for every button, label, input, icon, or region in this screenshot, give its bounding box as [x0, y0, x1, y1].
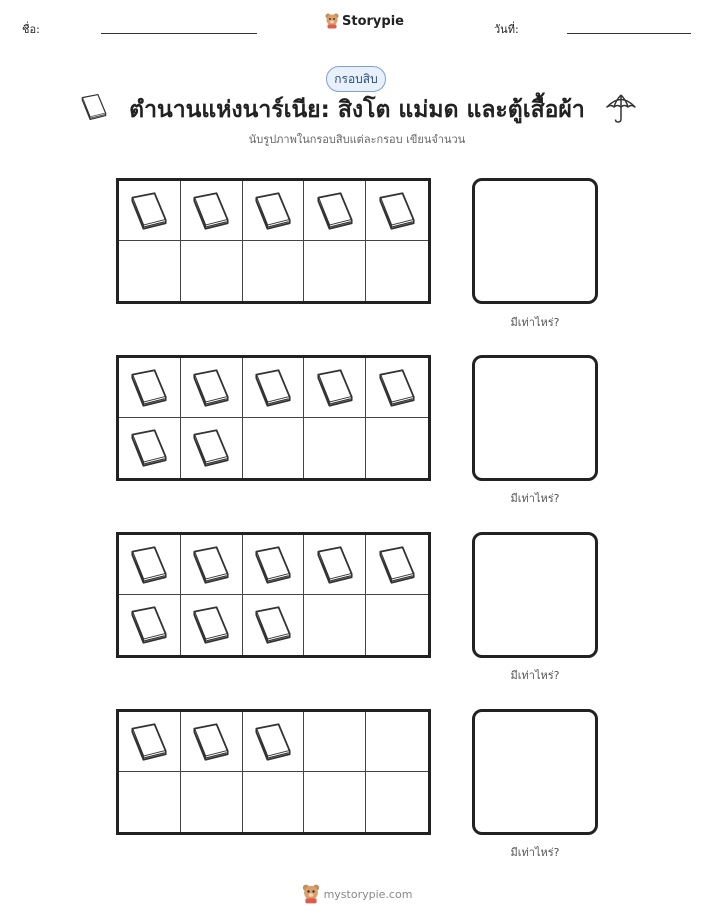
ten-frame-cell	[119, 181, 181, 241]
book-icon	[129, 722, 169, 762]
ten-frame	[116, 709, 431, 835]
page-title: ตำนานแห่งนาร์เนีย: สิงโต แม่มด และตู้เสื้อผ้า	[129, 97, 585, 123]
book-icon	[377, 545, 417, 585]
topic-badge: กรอบสิบ	[326, 66, 386, 92]
ten-frame-cell	[119, 712, 181, 772]
answer-box[interactable]	[472, 532, 598, 658]
book-icon	[191, 368, 231, 408]
book-icon	[129, 191, 169, 231]
ten-frame-cell	[181, 358, 243, 418]
book-icon	[129, 428, 169, 468]
ten-frame-cell	[181, 595, 243, 655]
ten-frame-cell	[181, 535, 243, 595]
ten-frame-cell	[243, 772, 305, 832]
ten-frame-cell	[181, 241, 243, 301]
ten-frame-cell	[304, 772, 366, 832]
book-icon	[377, 191, 417, 231]
bear-mascot-icon	[302, 884, 320, 904]
ten-frame	[116, 532, 431, 658]
ten-frame-cell	[304, 595, 366, 655]
bear-mascot-icon	[325, 13, 339, 29]
brand-logo	[325, 13, 404, 29]
ten-frame-cell	[243, 535, 305, 595]
book-icon	[191, 722, 231, 762]
ten-frame-cell	[119, 418, 181, 478]
book-icon	[253, 545, 293, 585]
ten-frame	[116, 178, 431, 304]
book-icon	[253, 722, 293, 762]
book-icon	[253, 368, 293, 408]
ten-frame-cell	[243, 358, 305, 418]
answer-label: มีเท่าไหร่?	[510, 669, 560, 682]
ten-frame-cell	[304, 418, 366, 478]
name-line[interactable]	[101, 33, 257, 34]
book-icon	[129, 368, 169, 408]
book-icon	[191, 428, 231, 468]
ten-frame-cell	[366, 358, 428, 418]
ten-frame-cell	[243, 712, 305, 772]
ten-frame-cell	[366, 535, 428, 595]
answer-label: มีเท่าไหร่?	[510, 492, 560, 505]
answer-box[interactable]	[472, 355, 598, 481]
book-icon	[191, 545, 231, 585]
ten-frame-cell	[304, 712, 366, 772]
name-label: ชื่อ:	[22, 23, 40, 36]
ten-frame-cell	[119, 358, 181, 418]
date-line[interactable]	[567, 33, 691, 34]
ten-frame-cell	[304, 358, 366, 418]
book-icon	[315, 368, 355, 408]
ten-frame-cell	[119, 535, 181, 595]
ten-frame-cell	[243, 181, 305, 241]
umbrella-icon	[605, 92, 637, 124]
ten-frame-cell	[304, 181, 366, 241]
ten-frame-cell	[181, 712, 243, 772]
ten-frame-cell	[304, 241, 366, 301]
footer	[0, 884, 714, 904]
ten-frame-cell	[243, 241, 305, 301]
ten-frame-cell	[366, 772, 428, 832]
ten-frame-cell	[119, 595, 181, 655]
ten-frame-cell	[181, 418, 243, 478]
book-icon	[191, 191, 231, 231]
date-label: วันที่:	[494, 23, 519, 36]
book-icon	[191, 605, 231, 645]
ten-frame	[116, 355, 431, 481]
ten-frame-cell	[366, 418, 428, 478]
answer-label: มีเท่าไหร่?	[510, 316, 560, 329]
ten-frame-cell	[119, 772, 181, 832]
answer-box[interactable]	[472, 178, 598, 304]
ten-frame-cell	[243, 595, 305, 655]
instructions: นับรูปภาพในกรอบสิบแต่ละกรอบ เขียนจำนวน	[248, 133, 466, 146]
ten-frame-cell	[304, 535, 366, 595]
ten-frame-cell	[366, 712, 428, 772]
ten-frame-cell	[366, 595, 428, 655]
book-icon	[253, 191, 293, 231]
book-icon	[315, 191, 355, 231]
book-icon	[377, 368, 417, 408]
footer-url[interactable]: mystorypie.com	[323, 887, 413, 901]
ten-frame-cell	[181, 772, 243, 832]
book-icon	[129, 605, 169, 645]
ten-frame-cell	[366, 241, 428, 301]
ten-frame-cell	[243, 418, 305, 478]
book-icon	[129, 545, 169, 585]
ten-frame-cell	[366, 181, 428, 241]
book-icon	[253, 605, 293, 645]
ten-frame-cell	[181, 181, 243, 241]
ten-frame-cell	[119, 241, 181, 301]
answer-box[interactable]	[472, 709, 598, 835]
book-icon	[315, 545, 355, 585]
brand-name: Storypie	[342, 13, 404, 29]
answer-label: มีเท่าไหร่?	[510, 846, 560, 859]
